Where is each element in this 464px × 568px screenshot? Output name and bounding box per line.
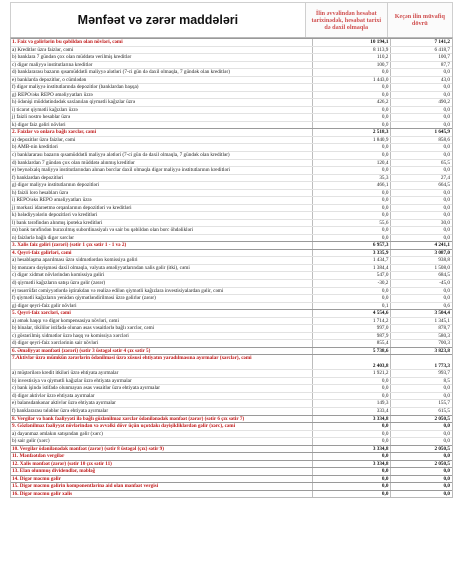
row-value-previous: 878,7 <box>390 325 452 332</box>
row-value-current: 0,0 <box>312 453 390 460</box>
row-label: g) digər maliyyə institutlarının depozitləri <box>12 182 100 189</box>
table-row <box>11 76 452 84</box>
row-value-current: 0,0 <box>312 288 390 295</box>
row-label: g) REPO/əks REPO əməliyyatları üzrə <box>12 91 93 98</box>
table-row <box>11 317 452 325</box>
row-label: 15. Digər məcmu gəlirin komponentlərinə aid olan mənfəət vergisi <box>12 483 159 490</box>
row-value-previous: 0,0 <box>390 197 452 204</box>
row-label: c) digər xidmət növlərindən komissiya gəliri <box>12 272 105 279</box>
row-value-current: 0,0 <box>312 491 390 498</box>
row-value-previous: 0,0 <box>390 144 452 151</box>
row-value-previous: 1 645,9 <box>390 129 452 136</box>
row-value-current: 0,0 <box>312 393 390 400</box>
row-value-current: 1 921,2 <box>312 370 390 377</box>
row-value-current: 0,0 <box>312 423 390 430</box>
row-value-previous: 938,8 <box>390 257 452 264</box>
row-value-current: 0,0 <box>312 197 390 204</box>
table-row <box>11 287 452 295</box>
table-row <box>11 113 452 121</box>
table-section-row <box>11 128 452 136</box>
row-value-current: 100,7 <box>312 62 390 69</box>
table-section-row <box>11 482 452 490</box>
row-label: 13. Elan olunmuş dividendlər, məbləğ <box>12 468 96 475</box>
row-value-previous: 0,0 <box>390 385 452 392</box>
row-label: n) faizlərlə bağlı digər xərclər <box>12 234 74 241</box>
row-label: d) digər qeyri-faiz xərclərinin sair növləri <box>12 340 99 347</box>
table-row <box>11 384 452 392</box>
table-row <box>11 234 452 242</box>
row-label: 12. Xalis mənfəət (zərər) (sətir 10 çıx sətir 11) <box>12 460 112 467</box>
row-value-current: 0,0 <box>312 468 390 475</box>
row-label: 16. Digər məcmu gəlir xalis <box>12 490 73 497</box>
row-value-current: 0,0 <box>312 144 390 151</box>
table-row <box>11 174 452 182</box>
row-value-current: 2 403,8 <box>312 355 390 369</box>
row-value-current: 4 554,6 <box>312 310 390 317</box>
row-label: h) faizli loro hesabları üzrə <box>12 189 69 196</box>
row-value-current: 149,3 <box>312 400 390 407</box>
row-value-previous: 580,3 <box>390 333 452 340</box>
table-row <box>11 204 452 212</box>
row-label: c) banklararası bazarın qısamüddətli maliyyə alətləri (7-ci gün də daxil olmaqla, 7 gündək olan kreditlər) <box>12 151 230 158</box>
row-value-current: -30,2 <box>312 280 390 287</box>
row-label: e) beynəlxalq maliyyə institutlarından alınan borclar daxil olmaqla digər maliyyə institutlarının kreditləri <box>12 167 230 174</box>
table-row <box>11 256 452 264</box>
row-value-current: 466,1 <box>312 182 390 189</box>
row-label: 8. Vergilər və bank fəaliyyəti ilə bağlı gözlənilməz xərclər ödənilənədək mənfəət (zərər) (sətir 6 çıx sətir 7) <box>12 415 245 422</box>
row-value-current: 0,0 <box>312 122 390 129</box>
row-label: d) qiymətli kağızların satışı üzrə gəlir (zərər) <box>12 280 106 286</box>
row-label: 3. Xalis faiz gəliri (zərəri) (sətir 1 çıx sətir 1 - 1 və 2) <box>12 242 127 249</box>
row-value-current: 0,0 <box>312 483 390 490</box>
row-value-previous: 993,7 <box>390 370 452 377</box>
table-row <box>11 181 452 189</box>
row-value-current: 0,0 <box>312 92 390 99</box>
table-row <box>11 294 452 302</box>
row-label: m) bank tərəfindən buraxılmış subordinasiyalı və sair bu qəbildən olan borc öhdəlikləri <box>12 227 194 234</box>
row-label: j) faizli nostro hesablar üzrə <box>12 114 71 121</box>
row-value-previous: 0,0 <box>390 69 452 76</box>
row-value-current: 1 384,4 <box>312 265 390 272</box>
row-value-current: 0,0 <box>312 235 390 242</box>
row-label: 2. Faizlər və onlara bağlı xərclər, cəmi <box>12 129 97 136</box>
row-value-previous: 1 508,0 <box>390 265 452 272</box>
row-label: k) digər faiz gəliri növləri <box>12 121 66 128</box>
row-label: 11. Mənfəətdən vergilər <box>12 453 65 460</box>
row-label: c) göstərilmiş xidmətlər üzrə haqq və komissiya xərcləri <box>12 332 129 339</box>
row-value-previous: 3 504,4 <box>390 310 452 317</box>
row-label: l) bank tərəfindən alınmış ipoteka kreditləri <box>12 219 103 226</box>
row-value-current: 333,4 <box>312 408 390 415</box>
row-value-previous: 7 141,2 <box>390 39 452 46</box>
row-value-previous: 684,5 <box>390 272 452 279</box>
row-label: b) AMB-nin kreditləri <box>12 144 58 151</box>
row-value-previous: 2 050,5 <box>390 446 452 453</box>
table-section-row <box>11 241 452 249</box>
row-value-current: 0,0 <box>312 167 390 174</box>
row-label: b) binalar, tikililər istifadə olunan əsas vəsaitlərlə bağlı xərclər, cəmi <box>12 325 155 332</box>
row-value-current: 0,0 <box>312 69 390 76</box>
income-statement-table <box>10 2 453 498</box>
row-value-current: 6 957,3 <box>312 242 390 249</box>
row-label: i) ticarət qiymətli kağızları üzrə <box>12 106 78 113</box>
table-section-row <box>11 309 452 317</box>
row-value-previous: 615,5 <box>390 408 452 415</box>
table-row <box>11 189 452 197</box>
row-label: a) müştərilərə kredit itkiləri üzrə ehtiyata ayırmalar <box>12 370 119 377</box>
row-value-current: 0,0 <box>312 205 390 212</box>
row-label: d) digər aktivlər üzrə ehtiyata ayırmalar <box>12 392 95 399</box>
row-value-previous: 65,5 <box>390 160 452 167</box>
table-row <box>11 324 452 332</box>
table-row <box>11 166 452 174</box>
table-row <box>11 68 452 76</box>
row-value-previous: 0,0 <box>390 431 452 438</box>
row-value-previous: 87,7 <box>390 62 452 69</box>
row-label: a) depozitlər üzrə faizlər, cəmi <box>12 136 76 143</box>
row-label: f) qiymətli kağızların yenidən qiymətləndirilməsi üzrə gəlirlər (zərər) <box>12 295 156 302</box>
table-row <box>11 339 452 347</box>
row-value-previous: 0,0 <box>390 468 452 475</box>
row-value-current: 0,0 <box>312 107 390 114</box>
table-section-row <box>11 38 452 46</box>
table-row <box>11 279 452 287</box>
row-label: c) bank işində istifadə olunmayan əsas vəsaitlər üzrə ehtiyata ayırmalar <box>12 385 160 392</box>
row-label: g) digər qeyri-faiz gəlir növləri <box>12 302 77 309</box>
row-value-previous: 0,0 <box>390 453 452 460</box>
row-value-current: 110,2 <box>312 54 390 61</box>
row-value-previous: 0,6 <box>390 303 452 310</box>
table-row <box>11 98 452 106</box>
row-label: 9. Gözlənilməz fəaliyyət növlərindən və əvvəlki dövr üçün uçotdakı dəyişikliklərdən gəlir (xərc), cəmi <box>12 423 236 430</box>
table-section-row <box>11 249 452 257</box>
row-label: b) banklara 7 gündən çox olan müddətə verilmiş kreditlər <box>12 54 132 61</box>
row-value-previous: 700,3 <box>390 340 452 347</box>
row-value-previous: 2 050,5 <box>390 416 452 423</box>
table-row <box>11 121 452 129</box>
row-value-current: 0,0 <box>312 476 390 483</box>
table-row <box>11 369 452 377</box>
row-label: f) banklardan depozitləri <box>12 174 64 181</box>
table-row <box>11 219 452 227</box>
table-row <box>11 91 452 99</box>
table-row <box>11 302 452 310</box>
row-label: b) investisiya və qiymətli kağızlar üzrə ehtiyata ayırmalar <box>12 377 132 384</box>
table-row <box>11 196 452 204</box>
row-value-current: 0,0 <box>312 431 390 438</box>
row-label: d) banklararası bazarın qısamüddətli maliyyə alətləri (7-ci gün də daxil olmaqla, 7 gündək olan kreditlər) <box>12 69 230 76</box>
table-row <box>11 53 452 61</box>
row-value-current: 0,0 <box>312 385 390 392</box>
table-section-row <box>11 467 452 475</box>
row-value-previous: 1 345,1 <box>390 318 452 325</box>
row-value-current: 0,0 <box>312 114 390 121</box>
row-value-current: 1 434,7 <box>312 257 390 264</box>
row-value-current: 1 714,2 <box>312 318 390 325</box>
row-value-previous: 0,0 <box>390 152 452 159</box>
row-value-previous: 0,0 <box>390 212 452 219</box>
row-label: 10. Vergilər ödənilənədək mənfəət (zərər) (sətir 8 üstəgəl (çıx) sətir 9) <box>12 445 164 452</box>
row-value-previous: 0,0 <box>390 438 452 445</box>
row-value-previous: 30,0 <box>390 220 452 227</box>
row-value-current: 2 518,3 <box>312 129 390 136</box>
table-row <box>11 392 452 400</box>
table-section-row <box>11 460 452 468</box>
table-row <box>11 377 452 385</box>
row-value-current: 120,4 <box>312 160 390 167</box>
table-row <box>11 407 452 415</box>
row-value-current: 547,0 <box>312 272 390 279</box>
table-row <box>11 226 452 234</box>
table-row <box>11 136 452 144</box>
row-value-previous: 0,0 <box>390 476 452 483</box>
table-section-row <box>11 490 452 498</box>
table-section-row <box>11 422 452 430</box>
row-value-current: 3 334,8 <box>312 461 390 468</box>
row-label: d) banklardan 7 gündən çox olan müddətə alınmış kreditlər <box>12 159 135 166</box>
table-row <box>11 46 452 54</box>
row-label: k) bələdiyyələrin depozitləri və kreditləri <box>12 212 98 219</box>
row-value-previous: 0,0 <box>390 122 452 129</box>
row-value-previous: 100,7 <box>390 54 452 61</box>
column-header-current-period: İlin əvvəlindən hesabat tarixinədək, hesabat tarixi də daxil olmaqla <box>305 3 387 37</box>
row-label: a) Kreditlər üzrə faizlər, cəmi <box>12 46 74 53</box>
row-label: 14. Digər məcmu gəlir <box>12 475 61 482</box>
row-value-previous: 6 418,7 <box>390 47 452 54</box>
table-section-row <box>11 445 452 453</box>
row-value-previous: 0,0 <box>390 114 452 121</box>
row-label: 1. Faiz və gəlirlərin bu qəbildən olan növləri, cəmi <box>12 39 123 45</box>
row-value-previous: 858,6 <box>390 137 452 144</box>
row-label: 6. Əməliyyat mənfəəti (zərəri) (sətir 3 üstəgəl sətir 4 çıx sətir 5) <box>12 347 151 354</box>
table-row <box>11 211 452 219</box>
table-section-row <box>11 415 452 423</box>
row-label: e) balansdankənar aktivlər üzrə ehtiyata ayırmalar <box>12 400 116 407</box>
row-value-current: 997,0 <box>312 325 390 332</box>
table-row <box>11 264 452 272</box>
row-value-current: 0,0 <box>312 295 390 302</box>
row-value-previous: 0,0 <box>390 190 452 197</box>
row-value-current: 55,6 <box>312 220 390 227</box>
row-value-previous: 0,0 <box>390 288 452 295</box>
row-value-previous: 0,0 <box>390 235 452 242</box>
row-value-previous: 0,0 <box>390 483 452 490</box>
row-label: c) digər maliyyə institutlarına kreditlər <box>12 61 93 68</box>
row-value-previous: 0,0 <box>390 205 452 212</box>
row-value-previous: -45,0 <box>390 280 452 287</box>
row-value-current: 10 194,1 <box>312 39 390 46</box>
row-value-previous: 43,0 <box>390 77 452 84</box>
table-row <box>11 106 452 114</box>
row-value-current: 0,0 <box>312 227 390 234</box>
table-row <box>11 271 452 279</box>
table-row <box>11 399 452 407</box>
row-value-previous: 0,0 <box>390 295 452 302</box>
row-value-current: 0,0 <box>312 152 390 159</box>
row-value-previous: 8,5 <box>390 378 452 385</box>
column-header-previous-period: Keçən ilin müvafiq dövrü <box>387 3 452 37</box>
row-label: f) banklararası tələblər üzrə ehtiyata ayırmalar <box>12 407 109 414</box>
row-value-current: 3 334,8 <box>312 416 390 423</box>
row-label: h) ödənişi müddətindədək saxlanılan qiymətli kağızlar üzrə <box>12 99 136 106</box>
row-value-current: 855,4 <box>312 340 390 347</box>
row-label: 5. Qeyri-faiz xərcləri, cəmi <box>12 310 71 317</box>
row-label: b) mənzərə dəyişməsi daxil olmaqla, valyuta əməliyyatlarından xalis gəlir (itki), cəmi <box>12 264 190 271</box>
row-value-previous: 0,0 <box>390 107 452 114</box>
row-value-current: 0,0 <box>312 378 390 385</box>
row-value-current: 0,0 <box>312 438 390 445</box>
row-value-previous: 0,0 <box>390 167 452 174</box>
row-value-current: 35,3 <box>312 175 390 182</box>
table-section-row <box>11 347 452 355</box>
row-value-current: 1 840,9 <box>312 137 390 144</box>
table-row <box>11 151 452 159</box>
row-label: e) banklarda depozitlər, o cümlədən <box>12 76 87 83</box>
row-value-current: 3 334,8 <box>312 446 390 453</box>
row-value-current: 5 738,6 <box>312 348 390 355</box>
table-row <box>11 83 452 91</box>
row-value-previous: 490,2 <box>390 99 452 106</box>
row-label: j) mərkəzi idarəetmə orqanlarının depozitləri və kreditləri <box>12 204 132 211</box>
row-value-previous: 3 823,8 <box>390 348 452 355</box>
row-value-current: 0,0 <box>312 84 390 91</box>
row-value-previous: 664,5 <box>390 182 452 189</box>
row-value-previous: 0,0 <box>390 84 452 91</box>
row-label: 7.Aktivlər üzrə mümkün zərərlərin ödənilməsi üzrə xüsusi ehtiyatın yaradılmasına ayırmalar (xərclər), cəmi <box>12 355 252 362</box>
row-value-previous: 0,0 <box>390 92 452 99</box>
row-label: b) sair gəlir (xərc) <box>12 438 50 445</box>
row-value-previous: 155,7 <box>390 400 452 407</box>
table-row <box>11 143 452 151</box>
row-label: f) digər maliyyə institutlarında depozitlər (banklardan başqa) <box>12 84 139 91</box>
row-value-current: 0,0 <box>312 212 390 219</box>
row-value-previous: 27,4 <box>390 175 452 182</box>
row-value-current: 8 113,9 <box>312 47 390 54</box>
row-value-current: 426,2 <box>312 99 390 106</box>
row-value-previous: 2 050,5 <box>390 461 452 468</box>
row-value-current: 1 443,0 <box>312 77 390 84</box>
row-value-previous: 0,0 <box>390 423 452 430</box>
table-row <box>11 159 452 167</box>
table-title: Mənfəət və zərər maddələri <box>77 13 239 27</box>
row-value-previous: 0,0 <box>390 491 452 498</box>
row-value-current: 0,0 <box>312 190 390 197</box>
row-label: a) hesablaşma aparılması üzrə xidmətlərdən komissiya gəliri <box>12 257 138 264</box>
row-value-current: 987,9 <box>312 333 390 340</box>
row-label: a) əmək haqqı və digər kompensasiya növləri, cəmi <box>12 317 119 324</box>
table-header <box>10 2 453 37</box>
table-row <box>11 437 452 445</box>
table-row <box>11 61 452 69</box>
row-value-previous: 3 087,0 <box>390 250 452 257</box>
row-value-previous: 1 773,3 <box>390 355 452 369</box>
table-row <box>11 332 452 340</box>
row-label: i) REPO/əks REPO əməliyyatları üzrə <box>12 197 92 204</box>
row-value-current: 3 335,9 <box>312 250 390 257</box>
table-section-row <box>11 354 452 369</box>
row-value-current: 0,1 <box>312 303 390 310</box>
row-label: 4. Qeyri-faiz gəlirləri, cəmi <box>12 249 72 256</box>
row-value-previous: 0,0 <box>390 227 452 234</box>
table-body <box>10 37 453 498</box>
row-label: e) təsərrüfat cəmiyyətlərdə iştirakdan və realizə edilən qiymətli kağızlara investisiyalardan gəlir, cəmi <box>12 287 224 294</box>
row-value-previous: 0,0 <box>390 393 452 400</box>
table-section-row <box>11 475 452 483</box>
row-label: a) dayanmaz əmlakın satışından gəlir (xərc) <box>12 430 103 437</box>
table-section-row <box>11 452 452 460</box>
row-value-previous: 4 241,1 <box>390 242 452 249</box>
table-row <box>11 430 452 438</box>
